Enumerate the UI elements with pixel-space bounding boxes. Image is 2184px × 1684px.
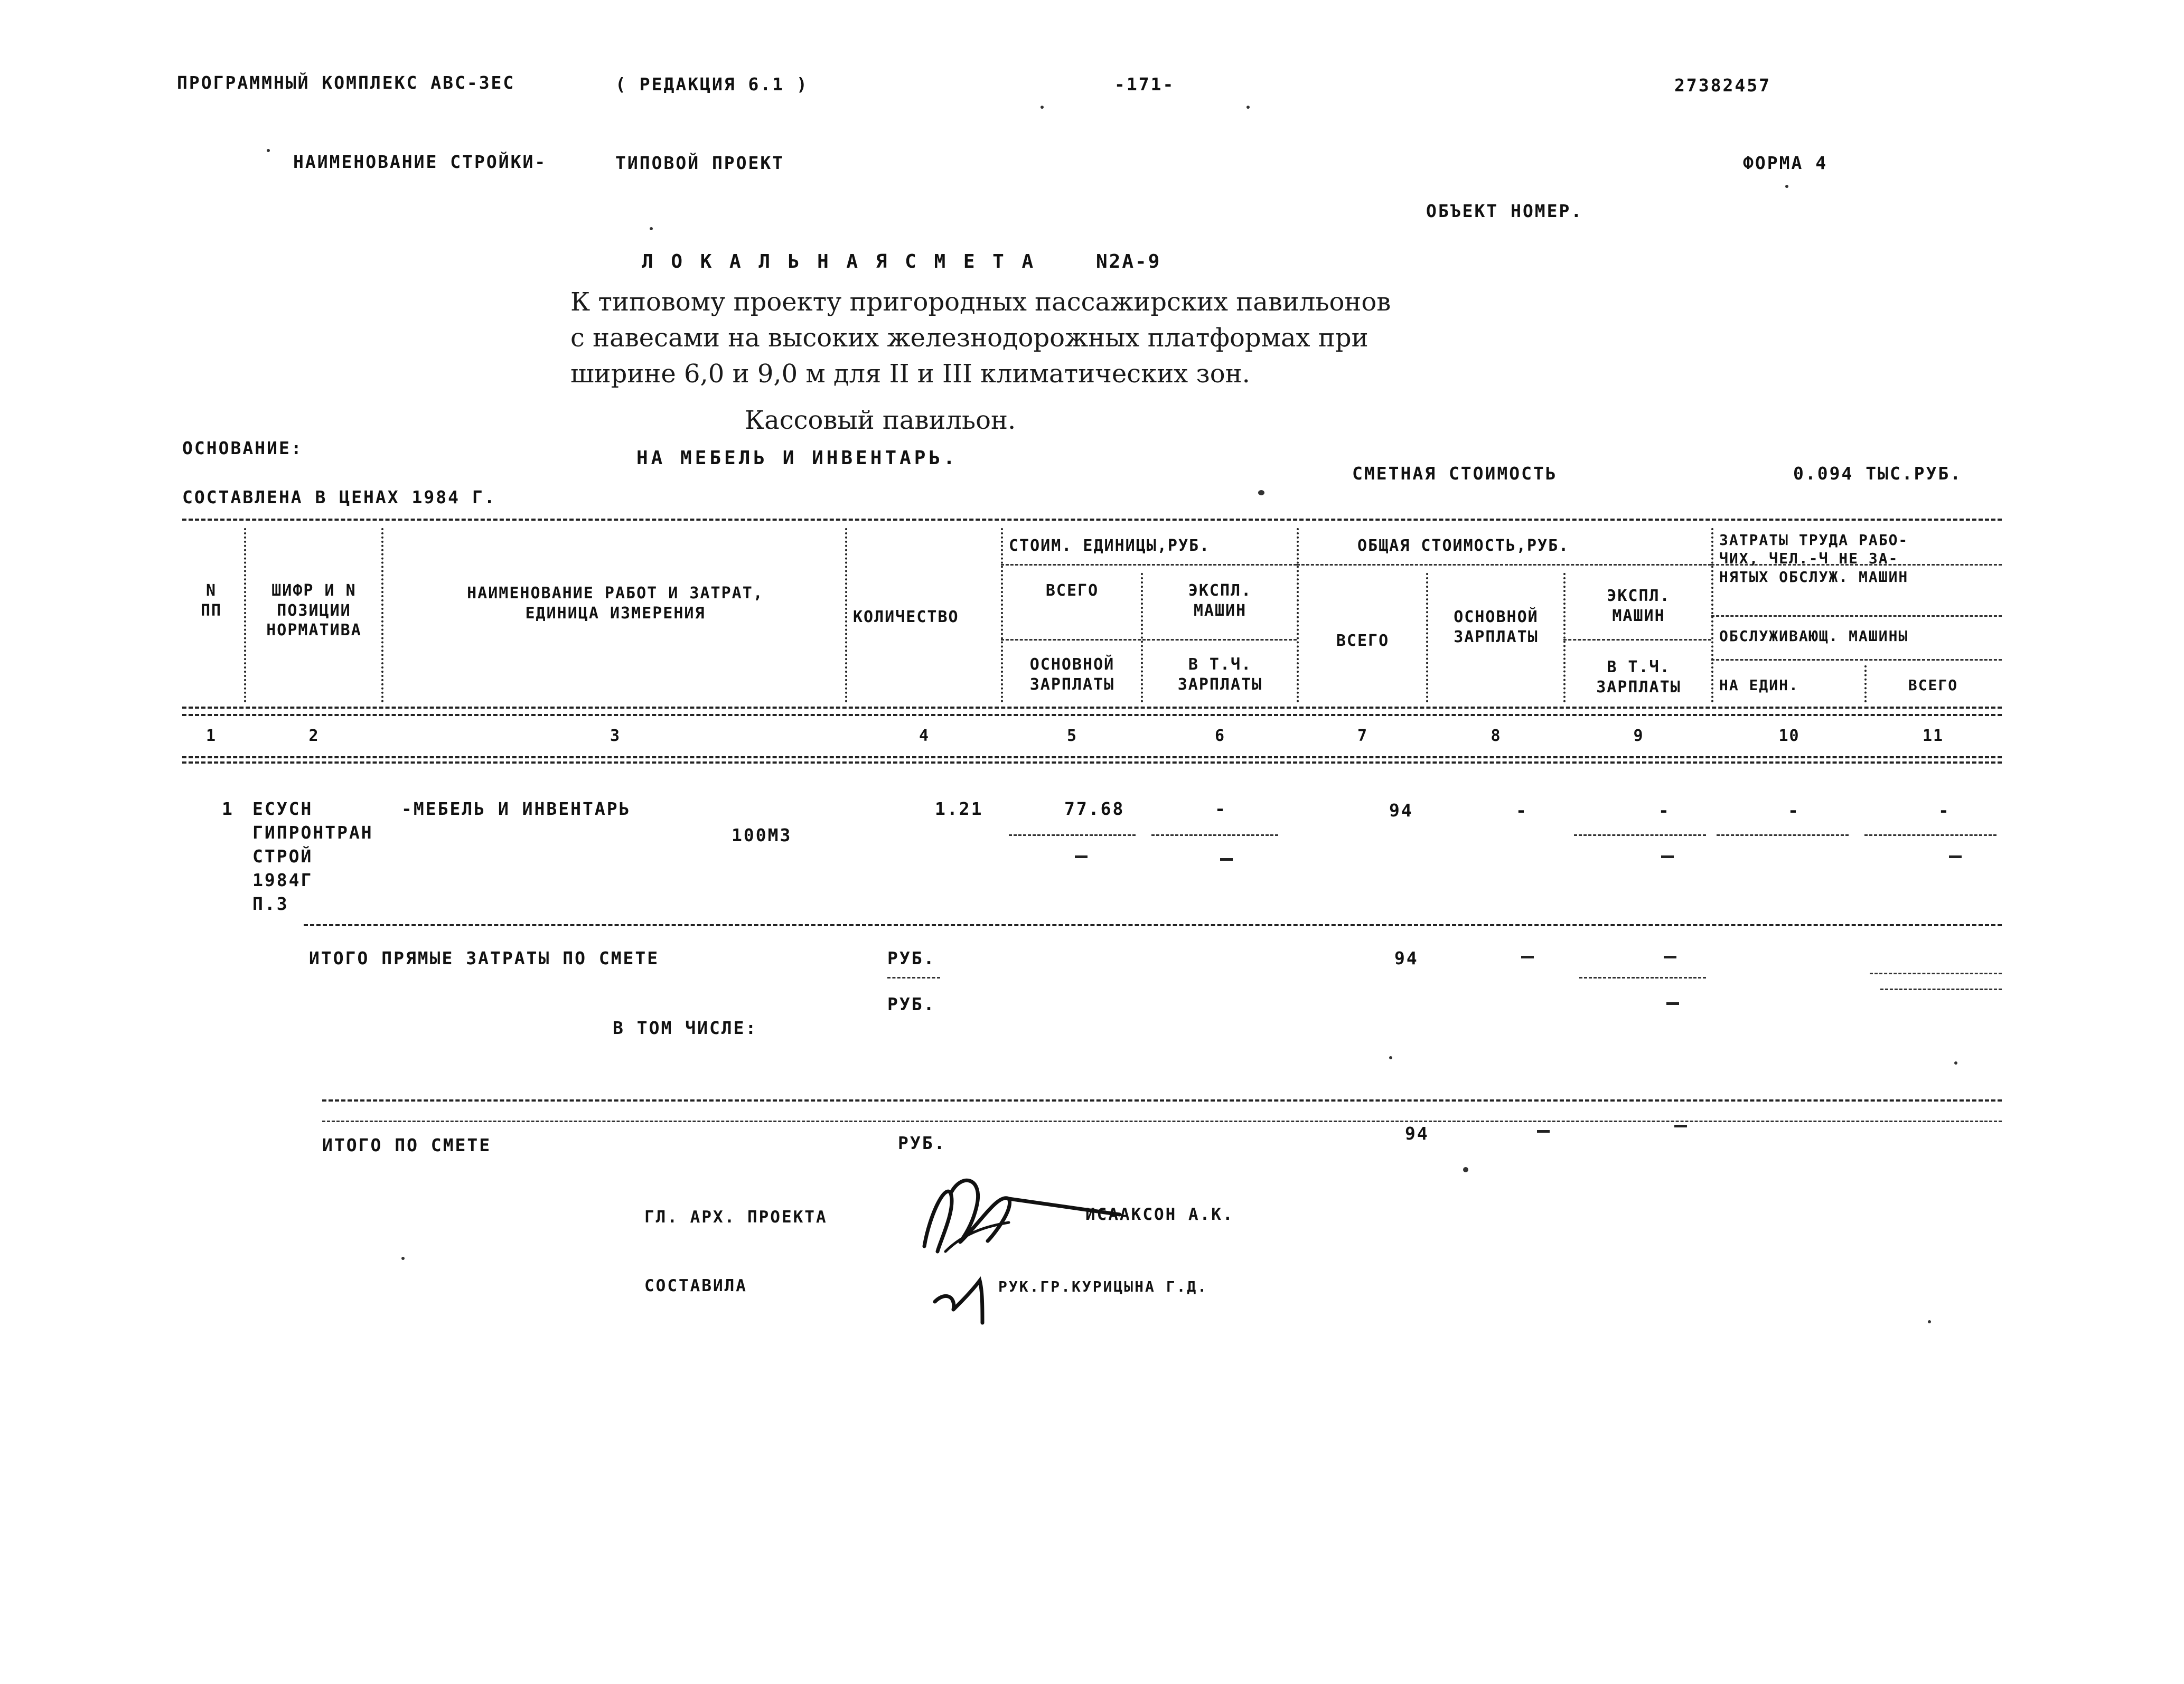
header-bottom-rule-2 [182,714,2002,716]
row-dash [1661,855,1674,858]
row-bottom-rule [304,924,2002,926]
row-code-line: 1984Г [252,870,313,890]
row-code-line: СТРОЙ [252,846,313,867]
column-separator [1864,665,1867,702]
column-separator [1001,528,1003,702]
author-name: РУК.ГР.КУРИЦЫНА Г.Д. [998,1278,1208,1295]
direct-dash [1664,956,1676,958]
col-number: 10 [1778,727,1800,745]
total-cost-group-rule [1297,564,1711,566]
description-line-1: К типовому проекту пригородных пассажирских павильонов [570,287,1391,317]
edition: ( РЕДАКЦИЯ 6.1 ) [615,74,809,95]
col-unit-total: ВСЕГО [1045,581,1099,600]
row-code-line: ГИПРОНТРАН [252,822,373,843]
ink-mark [1258,490,1264,495]
construction-value: ТИПОВОЙ ПРОЕКТ [615,153,785,173]
col-unit-cost-group: СТОИМ. ЕДИНИЦЫ,РУБ. [1009,537,1211,555]
column-separator [381,528,383,702]
col-n: N ПП [200,581,222,620]
col-number: 4 [918,727,930,745]
row-subtotal-rule [1151,834,1278,836]
row-number: 1 [222,798,234,819]
final-dash [1674,1125,1687,1127]
row-dash [1220,858,1233,861]
col-total-cost-group: ОБЩАЯ СТОИМОСТЬ,РУБ. [1357,537,1570,555]
form-label: ФОРМА 4 [1743,153,1828,173]
pavilion-title: Кассовый павильон. [745,406,1016,435]
scan-speck [650,227,653,230]
col-number: 5 [1066,727,1078,745]
row-code-line: ЕСУСН [252,798,313,819]
including-label: В ТОМ ЧИСЛЕ: [613,1018,758,1038]
col-number: 6 [1214,727,1226,745]
author-label: СОСТАВИЛА [644,1276,747,1295]
row-total: 94 [1389,800,1413,821]
row-labor-total: - [1938,800,1951,821]
construction-label: НАИМЕНОВАНИЕ СТРОЙКИ- [293,152,547,172]
row-subtotal-rule [1864,834,1996,836]
numbers-bottom-rule-2 [182,761,2002,764]
page-number: -171- [1114,74,1175,95]
chief-architect-name: ИСААКСОН А.К. [1085,1205,1234,1224]
author-signature [930,1259,1004,1328]
document-number: 27382457 [1674,75,1771,96]
scan-speck [1246,106,1250,109]
description-line-3: ширине 6,0 и 9,0 м для II и III климатических зон. [570,359,1250,389]
program-name: ПРОГРАММНЫЙ КОМПЛЕКС АВС-ЗЕС [177,72,515,93]
direct-dash [1666,1002,1679,1005]
unit-cost-sub-rule [1001,639,1297,641]
final-total-value: 94 [1405,1123,1429,1144]
row-unit-price: 77.68 [1064,798,1125,819]
col-labor-service: ОБСЛУЖИВАЮЩ. МАШИНЫ [1719,627,1909,645]
estimate-subject: НА МЕБЕЛЬ И ИНВЕНТАРЬ. [636,447,958,469]
scan-speck [267,149,270,152]
scan-speck [1785,185,1788,188]
final-total-label: ИТОГО ПО СМЕТЕ [322,1135,492,1155]
cost-label: СМЕТНАЯ СТОИМОСТЬ [1352,463,1558,484]
row-quantity: 1.21 [935,798,983,819]
col-number: 1 [205,727,217,745]
col-total-wages: ОСНОВНОЙ ЗАРПЛАТЫ [1454,608,1539,646]
row-unit: 100М3 [732,825,792,845]
final-top-rule [322,1099,2002,1102]
direct-costs-unit-2: РУБ. [887,994,936,1014]
unit-separator-rule [887,977,940,979]
final-top-rule-2 [322,1121,2002,1122]
final-dash [1537,1130,1550,1133]
col-number: 2 [308,727,320,745]
col-unit-incl-wages: В Т.Ч. ЗАРПЛАТЫ [1177,655,1263,694]
object-label: ОБЪЕКТ НОМЕР. [1426,201,1583,221]
row-total-machines: - [1658,800,1671,821]
header-bottom-rule [182,707,2002,709]
col-number: 11 [1922,727,1944,745]
estimate-number: N2А-9 [1096,251,1161,272]
machines-sub-rule [1563,639,1711,641]
column-separator [244,528,246,702]
col-unit-wages: ОСНОВНОЙ ЗАРПЛАТЫ [1029,655,1115,694]
row-dash [1075,855,1088,858]
row-code-line: П.3 [252,893,289,914]
labor-sub-rule-2 [1711,659,2002,661]
row-total-wages: - [1516,800,1528,821]
col-number: 8 [1491,727,1502,745]
direct-costs-value: 94 [1394,948,1419,968]
direct-dash [1521,956,1534,958]
col-total-incl-wages: В Т.Ч. ЗАРПЛАТЫ [1596,658,1681,697]
direct-costs-unit: РУБ. [887,948,936,968]
column-separator [1711,528,1713,702]
col-total-all: ВСЕГО [1336,632,1390,650]
col-code: ШИФР И N ПОЗИЦИИ НОРМАТИВА [266,581,362,639]
scan-speck [1954,1061,1957,1065]
table-top-rule [182,519,2002,521]
chief-architect-label: ГЛ. АРХ. ПРОЕКТА [644,1208,828,1227]
row-labor-unit: - [1788,800,1800,821]
col-labor-group: ЗАТРАТЫ ТРУДА РАБО- ЧИХ, ЧЕЛ.-Ч НЕ ЗА- НЯТЫХ ОБСЛУЖ. МАШИН [1719,531,1909,586]
col-number: 7 [1357,727,1368,745]
row-name: -МЕБЕЛЬ И ИНВЕНТАРЬ [401,798,631,819]
row-dash [1949,855,1962,858]
row-subtotal-rule [1717,834,1849,836]
scan-speck [1928,1320,1931,1323]
column-separator [1426,573,1428,702]
scan-speck [1463,1167,1468,1172]
unit-cost-group-rule [1001,564,1297,566]
labor-sub-rule-1 [1711,615,2002,617]
column-separator [1563,573,1566,702]
price-basis: СОСТАВЛЕНА В ЦЕНАХ 1984 Г. [182,487,496,507]
row-subtotal-rule [1009,834,1136,836]
scan-speck [1041,106,1044,109]
scan-speck [401,1257,405,1260]
col-total-machines: ЭКСПЛ. МАШИН [1607,587,1671,625]
cost-value: 0.094 ТЫС.РУБ. [1793,463,1963,484]
direct-costs-label: ИТОГО ПРЯМЫЕ ЗАТРАТЫ ПО СМЕТЕ [309,948,660,968]
numbers-bottom-rule [182,756,2002,758]
direct-rule [1579,977,1706,979]
row-unit-machines: - [1215,798,1227,819]
col-unit-machines: ЭКСПЛ. МАШИН [1188,581,1252,620]
col-labor-total: ВСЕГО [1908,676,1958,694]
col-name: НАИМЕНОВАНИЕ РАБОТ И ЗАТРАТ, ЕДИНИЦА ИЗМЕРЕНИЯ [467,584,764,623]
column-separator [845,528,847,702]
col-quantity: КОЛИЧЕСТВО [853,608,959,626]
estimate-title: Л О К А Л Ь Н А Я С М Е Т А [642,251,1037,272]
col-number: 3 [610,727,621,745]
col-labor-unit: НА ЕДИН. [1719,676,1799,694]
row-subtotal-rule [1574,834,1706,836]
direct-rule [1880,989,2002,990]
direct-rule [1870,973,2002,974]
description-line-2: с навесами на высоких железнодорожных платформах при [570,323,1368,353]
scan-speck [1389,1056,1392,1059]
final-total-unit: РУБ. [898,1133,946,1153]
column-separator [1297,528,1299,702]
col-number: 9 [1633,727,1644,745]
column-separator [1141,573,1143,702]
basis-label: ОСНОВАНИЕ: [182,438,303,458]
